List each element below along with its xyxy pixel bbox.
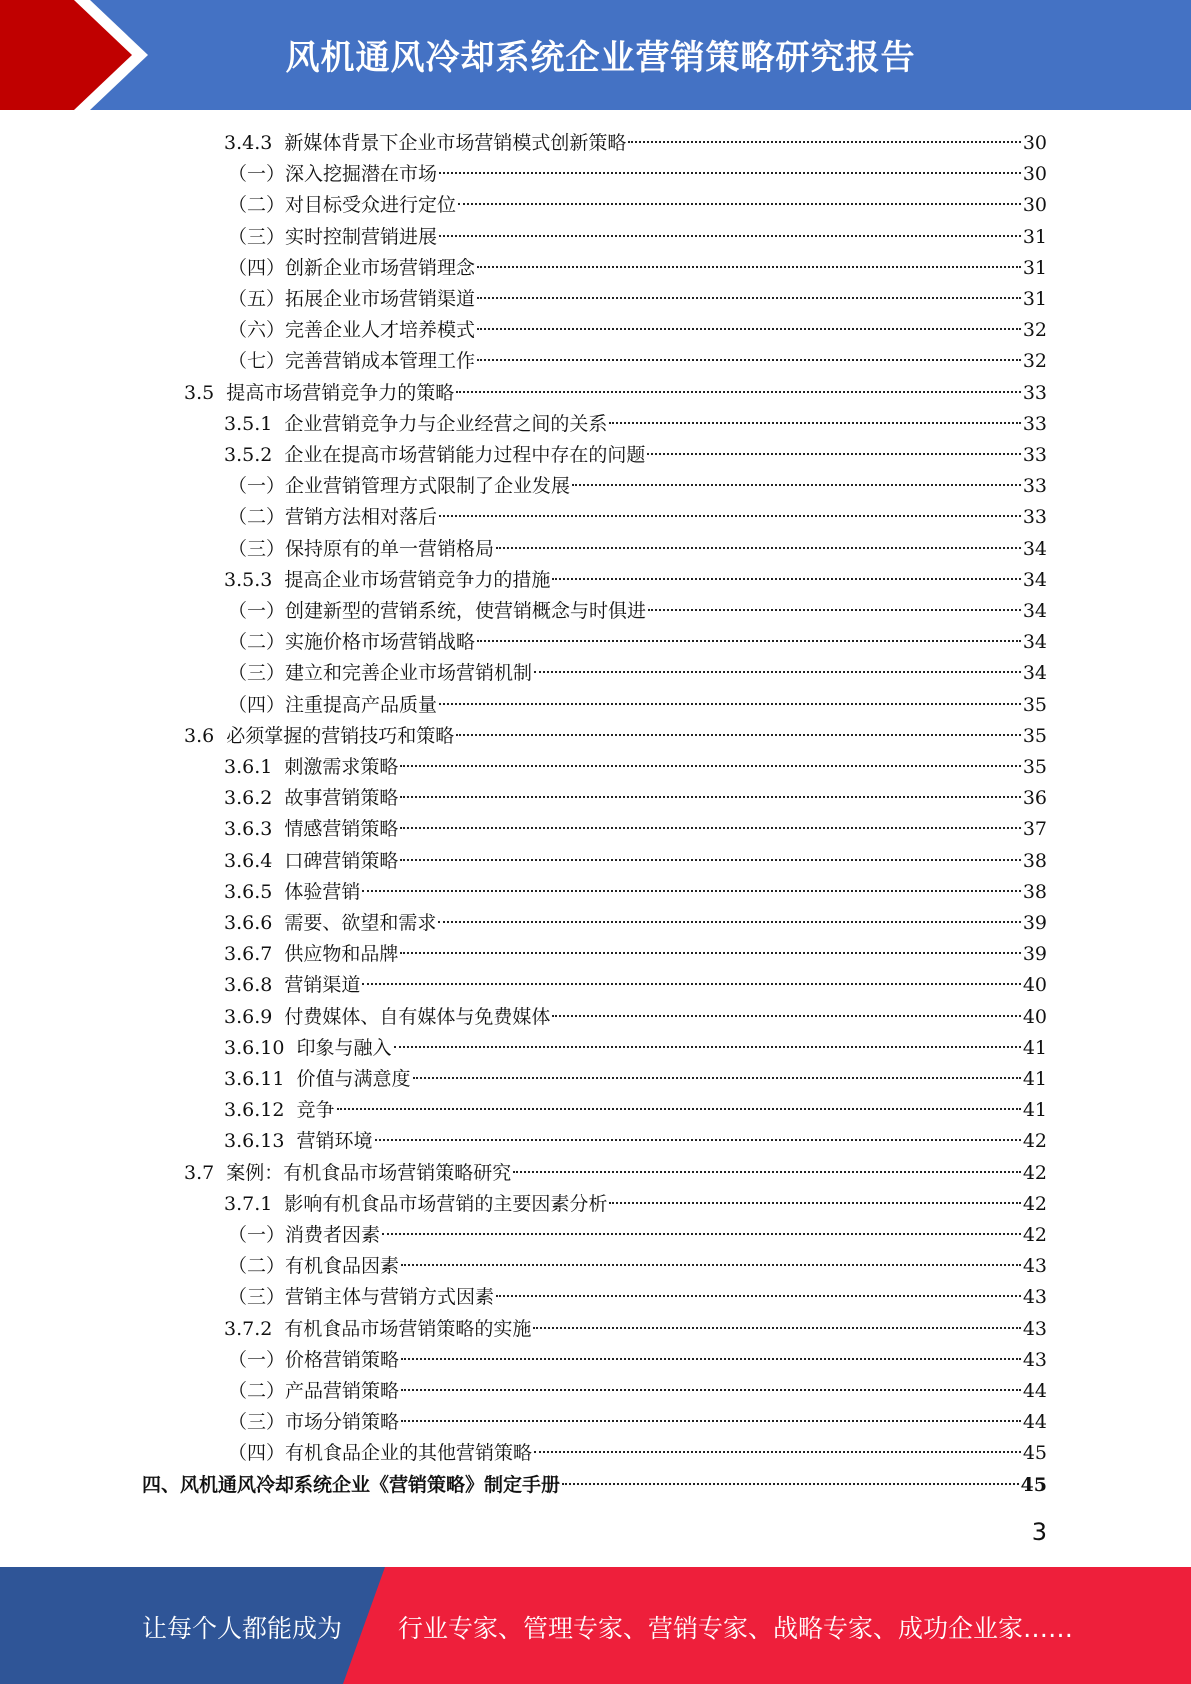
toc-entry-page: 42 bbox=[1022, 1224, 1047, 1246]
toc-entry[interactable] bbox=[224, 814, 1047, 845]
toc-entry[interactable] bbox=[184, 1158, 1047, 1189]
toc-entry[interactable] bbox=[228, 253, 1047, 284]
toc-dot-leader bbox=[401, 1389, 1021, 1391]
toc-entry-title: （二）产品营销策略 bbox=[228, 1380, 400, 1402]
page-footer bbox=[0, 1567, 1191, 1684]
toc-entry-page: 36 bbox=[1022, 787, 1047, 810]
toc-entry[interactable] bbox=[228, 284, 1047, 315]
toc-entry-page: 37 bbox=[1022, 818, 1047, 841]
toc-entry-page: 45 bbox=[1020, 1473, 1047, 1496]
toc-entry[interactable] bbox=[228, 315, 1047, 346]
toc-dot-leader bbox=[439, 235, 1021, 237]
toc-entry-title: （一）企业营销管理方式限制了企业发展 bbox=[228, 475, 571, 498]
toc-entry-title: 3.7.1 影响有机食品市场营销的主要因素分析 bbox=[224, 1192, 608, 1215]
toc-entry-page: 40 bbox=[1022, 974, 1047, 997]
toc-entry-page: 31 bbox=[1022, 225, 1047, 248]
toc-entry[interactable] bbox=[184, 721, 1047, 752]
toc-dot-leader bbox=[401, 1264, 1021, 1266]
toc-dot-leader bbox=[456, 391, 1021, 393]
toc-entry-page: 33 bbox=[1022, 506, 1047, 529]
toc-entry-title: （一）消费者因素 bbox=[228, 1224, 381, 1246]
toc-dot-leader bbox=[394, 1046, 1021, 1048]
page-number: 3 bbox=[1031, 1518, 1047, 1546]
toc-entry[interactable] bbox=[228, 502, 1047, 533]
toc-dot-leader bbox=[572, 484, 1021, 486]
toc-dot-leader bbox=[609, 1202, 1020, 1204]
toc-entry-title: （三）市场分销策略 bbox=[228, 1411, 400, 1434]
toc-entry[interactable] bbox=[228, 596, 1047, 627]
toc-entry[interactable] bbox=[224, 1189, 1047, 1220]
toc-entry[interactable] bbox=[224, 128, 1047, 159]
toc-entry-title: （一）深入挖掘潜在市场 bbox=[228, 163, 438, 186]
toc-dot-leader bbox=[496, 1295, 1021, 1297]
toc-dot-leader bbox=[400, 859, 1020, 861]
toc-entry[interactable] bbox=[228, 190, 1047, 221]
toc-entry-title: 3.6.3 情感营销策略 bbox=[224, 818, 399, 841]
toc-dot-leader bbox=[400, 952, 1020, 954]
toc-dot-leader bbox=[439, 172, 1021, 174]
toc-dot-leader bbox=[413, 1077, 1021, 1079]
toc-dot-leader bbox=[401, 1358, 1021, 1360]
toc-dot-leader bbox=[439, 515, 1021, 517]
toc-entry-title: （一）价格营销策略 bbox=[228, 1348, 400, 1371]
toc-entry-page: 42 bbox=[1022, 1130, 1047, 1153]
toc-entry-title: 3.4.3 新媒体背景下企业市场营销模式创新策略 bbox=[224, 132, 627, 154]
toc-entry[interactable] bbox=[224, 752, 1047, 783]
toc-entry-title: （二）对目标受众进行定位 bbox=[228, 194, 457, 217]
toc-entry-page: 31 bbox=[1022, 288, 1047, 310]
toc-dot-leader bbox=[458, 203, 1021, 205]
toc-entry-title: 四、风机通风冷却系统企业《营销策略》制定手册 bbox=[142, 1473, 561, 1496]
toc-dot-leader bbox=[534, 671, 1021, 673]
toc-entry[interactable] bbox=[228, 471, 1047, 502]
toc-entry-title: 3.5.2 企业在提高市场营销能力过程中存在的问题 bbox=[224, 444, 646, 466]
toc-entry-page: 43 bbox=[1022, 1317, 1047, 1340]
toc-dot-leader bbox=[400, 796, 1020, 798]
toc-entry-page: 30 bbox=[1022, 163, 1047, 186]
toc-entry-page: 32 bbox=[1022, 319, 1047, 342]
toc-entry-page: 33 bbox=[1022, 475, 1047, 498]
toc-entry-title: 3.6.2 故事营销策略 bbox=[224, 787, 399, 810]
toc-entry[interactable] bbox=[224, 846, 1047, 877]
toc-entry-page: 31 bbox=[1022, 256, 1047, 279]
toc-entry-title: （五）拓展企业市场营销渠道 bbox=[228, 288, 476, 310]
toc-entry-page: 34 bbox=[1022, 568, 1047, 591]
toc-dot-leader bbox=[648, 609, 1021, 611]
toc-dot-leader bbox=[401, 1420, 1021, 1422]
toc-dot-leader bbox=[477, 359, 1021, 361]
toc-entry[interactable] bbox=[228, 658, 1047, 689]
toc-entry[interactable] bbox=[228, 1407, 1047, 1438]
toc-entry-title: （七）完善营销成本管理工作 bbox=[228, 350, 476, 373]
toc-dot-leader bbox=[439, 703, 1021, 705]
toc-entry-page: 33 bbox=[1022, 381, 1047, 404]
toc-entry-title: （二）有机食品因素 bbox=[228, 1255, 400, 1278]
page-header bbox=[0, 0, 1191, 110]
toc-dot-leader bbox=[534, 1451, 1021, 1453]
toc-entry[interactable] bbox=[228, 222, 1047, 253]
toc-entry-page: 41 bbox=[1022, 1036, 1047, 1059]
toc-dot-leader bbox=[628, 141, 1020, 143]
toc-entry[interactable] bbox=[228, 627, 1047, 658]
toc-entry-title: 3.5.3 提高企业市场营销竞争力的措施 bbox=[224, 568, 551, 591]
toc-entry-title: 3.6 必须掌握的营销技巧和策略 bbox=[184, 724, 455, 747]
toc-entry-page: 41 bbox=[1022, 1099, 1047, 1122]
toc-entry-title: （三）建立和完善企业市场营销机制 bbox=[228, 662, 533, 685]
toc-dot-leader bbox=[533, 1327, 1020, 1329]
toc-entry-page: 38 bbox=[1022, 849, 1047, 872]
toc-entry-page: 34 bbox=[1022, 662, 1047, 685]
toc-entry[interactable] bbox=[224, 1126, 1047, 1157]
toc-entry[interactable] bbox=[228, 1376, 1047, 1407]
toc-entry-page: 34 bbox=[1022, 631, 1047, 654]
toc-dot-leader bbox=[477, 266, 1021, 268]
toc-dot-leader bbox=[552, 1015, 1020, 1017]
toc-entry[interactable] bbox=[224, 970, 1047, 1001]
toc-dot-leader bbox=[337, 1108, 1021, 1110]
toc-entry-page: 33 bbox=[1022, 412, 1047, 435]
toc-entry[interactable] bbox=[228, 1438, 1047, 1469]
report-title: 风机通风冷却系统企业营销策略研究报告 bbox=[285, 38, 916, 78]
toc-dot-leader bbox=[562, 1483, 1019, 1485]
toc-entry[interactable] bbox=[228, 1220, 1047, 1251]
toc-entry-title: （三）实时控制营销进展 bbox=[228, 225, 438, 248]
toc-entry-page: 32 bbox=[1022, 350, 1047, 373]
toc-entry-page: 35 bbox=[1022, 724, 1047, 747]
toc-entry-title: （三）营销主体与营销方式因素 bbox=[228, 1286, 495, 1309]
toc-entry-page: 35 bbox=[1022, 693, 1047, 716]
toc-dot-leader bbox=[438, 921, 1020, 923]
toc-entry-page: 34 bbox=[1022, 537, 1047, 560]
toc-entry-page: 30 bbox=[1022, 194, 1047, 217]
toc-entry-title: 3.6.13 营销环境 bbox=[224, 1130, 373, 1153]
toc-entry-page: 35 bbox=[1022, 756, 1047, 778]
toc-entry[interactable] bbox=[224, 409, 1047, 440]
toc-entry-page: 43 bbox=[1022, 1286, 1047, 1309]
toc-entry-title: （一）创建新型的营销系统，使营销概念与时俱进 bbox=[228, 600, 647, 622]
toc-entry-title: （三）保持原有的单一营销格局 bbox=[228, 537, 495, 560]
toc-entry-title: 3.6.9 付费媒体、自有媒体与免费媒体 bbox=[224, 1005, 551, 1028]
toc-entry[interactable] bbox=[142, 1470, 1047, 1501]
toc-entry-title: 3.6.7 供应物和品牌 bbox=[224, 943, 399, 966]
toc-entry-page: 30 bbox=[1022, 132, 1047, 154]
toc-entry[interactable] bbox=[228, 159, 1047, 190]
toc-entry-page: 44 bbox=[1022, 1380, 1047, 1402]
toc-entry[interactable] bbox=[228, 1282, 1047, 1313]
toc-entry[interactable] bbox=[224, 1064, 1047, 1095]
toc-dot-leader bbox=[362, 890, 1020, 892]
toc-dot-leader bbox=[477, 640, 1021, 642]
toc-entry-title: （四）创新企业市场营销理念 bbox=[228, 256, 476, 279]
toc-entry-title: 3.6.4 口碑营销策略 bbox=[224, 849, 399, 872]
toc-entry-page: 42 bbox=[1022, 1161, 1047, 1184]
toc-dot-leader bbox=[477, 328, 1021, 330]
toc-entry-page: 41 bbox=[1022, 1068, 1047, 1090]
toc-dot-leader bbox=[382, 1233, 1021, 1235]
toc-entry[interactable] bbox=[224, 1314, 1047, 1345]
toc-entry-title: 3.5 提高市场营销竞争力的策略 bbox=[184, 381, 455, 404]
toc-entry-page: 39 bbox=[1022, 943, 1047, 966]
toc-dot-leader bbox=[552, 578, 1020, 580]
toc-entry-title: 3.6.1 刺激需求策略 bbox=[224, 756, 399, 778]
toc-entry[interactable] bbox=[224, 939, 1047, 970]
toc-entry[interactable] bbox=[224, 908, 1047, 939]
toc-dot-leader bbox=[496, 547, 1021, 549]
toc-entry[interactable] bbox=[184, 378, 1047, 409]
toc-entry-title: （二）实施价格市场营销战略 bbox=[228, 631, 476, 654]
toc-entry[interactable] bbox=[224, 565, 1047, 596]
toc-entry-page: 43 bbox=[1022, 1348, 1047, 1371]
toc-entry-title: 3.6.10 印象与融入 bbox=[224, 1036, 392, 1059]
toc-entry-title: 3.6.11 价值与满意度 bbox=[224, 1068, 411, 1090]
toc-entry[interactable] bbox=[228, 690, 1047, 721]
toc-entry[interactable] bbox=[228, 534, 1047, 565]
toc-entry-page: 40 bbox=[1022, 1005, 1047, 1028]
footer-slogan-right: 行业专家、管理专家、营销专家、战略专家、成功企业家…… bbox=[398, 1614, 1074, 1643]
toc-entry-title: 3.6.5 体验营销 bbox=[224, 880, 361, 903]
toc-entry-page: 44 bbox=[1022, 1411, 1047, 1434]
toc-entry-page: 39 bbox=[1022, 912, 1047, 934]
toc-entry-title: 3.7 案例：有机食品市场营销策略研究 bbox=[184, 1161, 512, 1184]
toc-entry-page: 34 bbox=[1022, 600, 1047, 622]
toc-dot-leader bbox=[400, 765, 1020, 767]
toc-entry[interactable] bbox=[224, 1033, 1047, 1064]
toc-entry[interactable] bbox=[228, 1345, 1047, 1376]
toc-dot-leader bbox=[609, 422, 1020, 424]
toc-entry-title: （二）营销方法相对落后 bbox=[228, 506, 438, 529]
toc-entry-title: （四）注重提高产品质量 bbox=[228, 693, 438, 716]
toc-entry[interactable] bbox=[224, 440, 1047, 471]
toc-entry-title: 3.6.12 竞争 bbox=[224, 1099, 335, 1122]
toc-entry-page: 38 bbox=[1022, 880, 1047, 903]
toc-entry-title: （六）完善企业人才培养模式 bbox=[228, 319, 476, 342]
toc-entry-page: 45 bbox=[1022, 1442, 1047, 1465]
toc-entry[interactable] bbox=[224, 1002, 1047, 1033]
toc-entry[interactable] bbox=[228, 1251, 1047, 1282]
toc-entry-title: 3.6.8 营销渠道 bbox=[224, 974, 361, 997]
toc-entry[interactable] bbox=[228, 346, 1047, 377]
toc-entry[interactable] bbox=[224, 783, 1047, 814]
toc-entry[interactable] bbox=[224, 877, 1047, 908]
toc-entry-page: 42 bbox=[1022, 1192, 1047, 1215]
toc-entry-title: （四）有机食品企业的其他营销策略 bbox=[228, 1442, 533, 1465]
toc-dot-leader bbox=[400, 827, 1020, 829]
toc-dot-leader bbox=[513, 1171, 1021, 1173]
toc-dot-leader bbox=[362, 983, 1020, 985]
toc-entry-page: 33 bbox=[1022, 444, 1047, 466]
toc-entry[interactable] bbox=[224, 1095, 1047, 1126]
footer-slogan-left: 让每个人都能成为 bbox=[142, 1614, 343, 1643]
toc-dot-leader bbox=[456, 734, 1021, 736]
toc-dot-leader bbox=[375, 1139, 1021, 1141]
toc-entry-page: 43 bbox=[1022, 1255, 1047, 1278]
toc-entry-title: 3.6.6 需要、欲望和需求 bbox=[224, 912, 437, 934]
toc-entry-title: 3.5.1 企业营销竞争力与企业经营之间的关系 bbox=[224, 412, 608, 435]
toc-dot-leader bbox=[647, 453, 1020, 455]
toc-entry-title: 3.7.2 有机食品市场营销策略的实施 bbox=[224, 1317, 532, 1340]
toc-dot-leader bbox=[477, 297, 1021, 299]
